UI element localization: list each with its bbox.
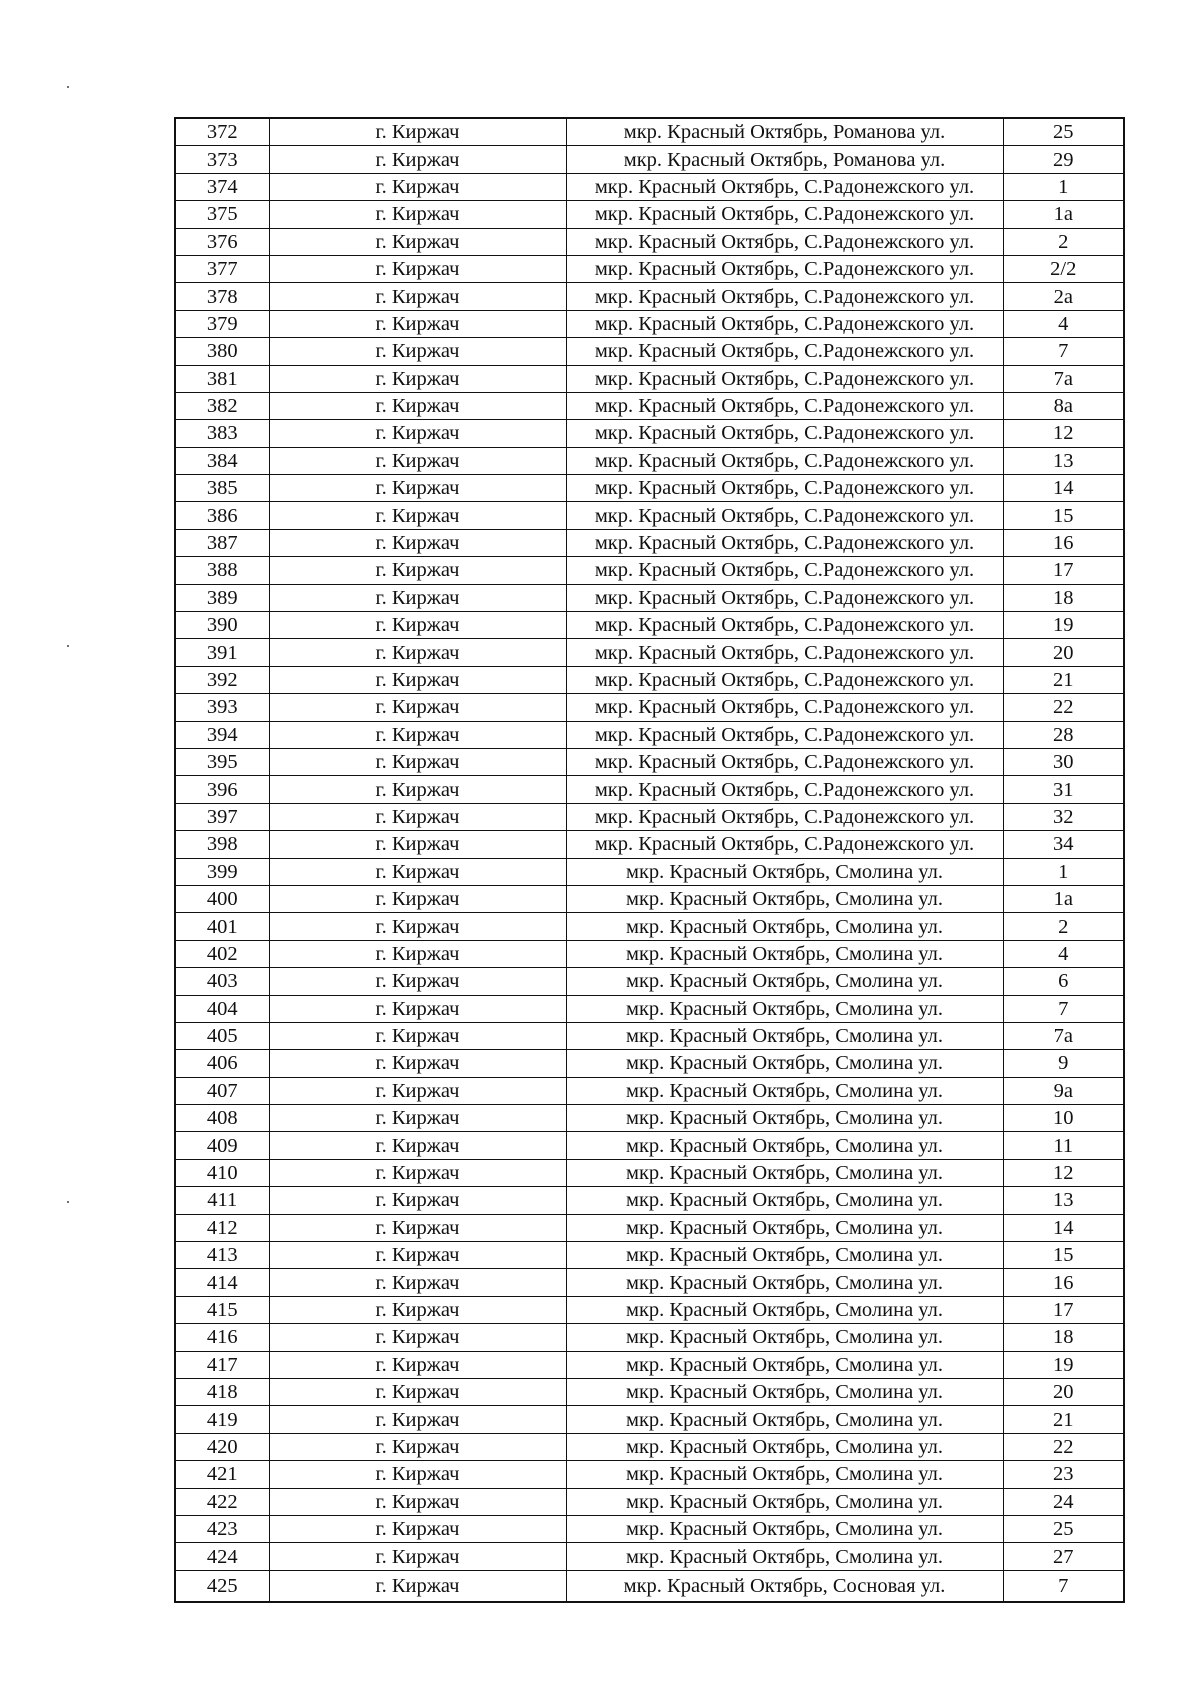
table-row (175, 502, 1124, 529)
house-number-cell: 29 (1003, 146, 1124, 173)
table-row (175, 1324, 1124, 1351)
table-row (175, 885, 1124, 912)
row-number-cell: 381 (175, 365, 269, 392)
city-cell: г. Киржач (269, 1515, 566, 1542)
table-row (175, 255, 1124, 282)
row-number-cell: 377 (175, 255, 269, 282)
house-number-cell: 25 (1003, 118, 1124, 146)
row-number-cell: 387 (175, 529, 269, 556)
address-table (174, 117, 1125, 1603)
table-row (175, 529, 1124, 556)
street-address-cell: мкр. Красный Октябрь, С.Радонежского ул. (566, 694, 1003, 721)
street-address-cell: мкр. Красный Октябрь, Романова ул. (566, 146, 1003, 173)
city-cell: г. Киржач (269, 968, 566, 995)
house-number-cell: 8а (1003, 392, 1124, 419)
table-row (175, 721, 1124, 748)
table-row (175, 803, 1124, 830)
row-number-cell: 383 (175, 420, 269, 447)
house-number-cell: 2/2 (1003, 255, 1124, 282)
street-address-cell: мкр. Красный Октябрь, Смолина ул. (566, 995, 1003, 1022)
row-number-cell: 406 (175, 1050, 269, 1077)
street-address-cell: мкр. Красный Октябрь, Смолина ул. (566, 913, 1003, 940)
city-cell: г. Киржач (269, 475, 566, 502)
table-row (175, 995, 1124, 1022)
row-number-cell: 411 (175, 1187, 269, 1214)
row-number-cell: 376 (175, 228, 269, 255)
scan-speck (67, 645, 69, 647)
city-cell: г. Киржач (269, 1132, 566, 1159)
city-cell: г. Киржач (269, 146, 566, 173)
city-cell: г. Киржач (269, 831, 566, 858)
row-number-cell: 425 (175, 1570, 269, 1602)
house-number-cell: 10 (1003, 1105, 1124, 1132)
street-address-cell: мкр. Красный Октябрь, С.Радонежского ул. (566, 666, 1003, 693)
street-address-cell: мкр. Красный Октябрь, Смолина ул. (566, 1159, 1003, 1186)
city-cell: г. Киржач (269, 1077, 566, 1104)
city-cell: г. Киржач (269, 748, 566, 775)
street-address-cell: мкр. Красный Октябрь, С.Радонежского ул. (566, 502, 1003, 529)
street-address-cell: мкр. Красный Октябрь, Смолина ул. (566, 1378, 1003, 1405)
house-number-cell: 20 (1003, 639, 1124, 666)
street-address-cell: мкр. Красный Октябрь, С.Радонежского ул. (566, 612, 1003, 639)
row-number-cell: 404 (175, 995, 269, 1022)
house-number-cell: 7а (1003, 1022, 1124, 1049)
street-address-cell: мкр. Красный Октябрь, Смолина ул. (566, 1242, 1003, 1269)
table-row (175, 1022, 1124, 1049)
street-address-cell: мкр. Красный Октябрь, Смолина ул. (566, 1324, 1003, 1351)
table-row (175, 1433, 1124, 1460)
house-number-cell: 9а (1003, 1077, 1124, 1104)
row-number-cell: 420 (175, 1433, 269, 1460)
city-cell: г. Киржач (269, 858, 566, 885)
row-number-cell: 373 (175, 146, 269, 173)
row-number-cell: 385 (175, 475, 269, 502)
street-address-cell: мкр. Красный Октябрь, С.Радонежского ул. (566, 201, 1003, 228)
house-number-cell: 4 (1003, 940, 1124, 967)
house-number-cell: 16 (1003, 529, 1124, 556)
scan-speck (67, 1201, 69, 1203)
city-cell: г. Киржач (269, 1461, 566, 1488)
city-cell: г. Киржач (269, 502, 566, 529)
house-number-cell: 1а (1003, 201, 1124, 228)
house-number-cell: 25 (1003, 1515, 1124, 1542)
city-cell: г. Киржач (269, 1214, 566, 1241)
table-row (175, 365, 1124, 392)
address-table-body (175, 118, 1124, 1602)
row-number-cell: 421 (175, 1461, 269, 1488)
street-address-cell: мкр. Красный Октябрь, С.Радонежского ул. (566, 365, 1003, 392)
city-cell: г. Киржач (269, 392, 566, 419)
city-cell: г. Киржач (269, 776, 566, 803)
street-address-cell: мкр. Красный Октябрь, С.Радонежского ул. (566, 529, 1003, 556)
street-address-cell: мкр. Красный Октябрь, С.Радонежского ул. (566, 447, 1003, 474)
house-number-cell: 18 (1003, 584, 1124, 611)
table-row (175, 1570, 1124, 1602)
table-row (175, 1132, 1124, 1159)
city-cell: г. Киржач (269, 1488, 566, 1515)
house-number-cell: 20 (1003, 1378, 1124, 1405)
table-row (175, 1050, 1124, 1077)
city-cell: г. Киржач (269, 1351, 566, 1378)
table-row (175, 666, 1124, 693)
table-row (175, 748, 1124, 775)
street-address-cell: мкр. Красный Октябрь, Смолина ул. (566, 1187, 1003, 1214)
city-cell: г. Киржач (269, 255, 566, 282)
row-number-cell: 400 (175, 885, 269, 912)
street-address-cell: мкр. Красный Октябрь, С.Радонежского ул. (566, 392, 1003, 419)
house-number-cell: 13 (1003, 1187, 1124, 1214)
table-row (175, 612, 1124, 639)
city-cell: г. Киржач (269, 913, 566, 940)
row-number-cell: 394 (175, 721, 269, 748)
table-row (175, 1296, 1124, 1323)
city-cell: г. Киржач (269, 529, 566, 556)
table-row (175, 338, 1124, 365)
city-cell: г. Киржач (269, 228, 566, 255)
house-number-cell: 23 (1003, 1461, 1124, 1488)
table-row (175, 1077, 1124, 1104)
house-number-cell: 12 (1003, 420, 1124, 447)
row-number-cell: 403 (175, 968, 269, 995)
row-number-cell: 410 (175, 1159, 269, 1186)
row-number-cell: 408 (175, 1105, 269, 1132)
house-number-cell: 30 (1003, 748, 1124, 775)
city-cell: г. Киржач (269, 1570, 566, 1602)
street-address-cell: мкр. Красный Октябрь, С.Радонежского ул. (566, 173, 1003, 200)
row-number-cell: 423 (175, 1515, 269, 1542)
house-number-cell: 4 (1003, 310, 1124, 337)
street-address-cell: мкр. Красный Октябрь, С.Радонежского ул. (566, 475, 1003, 502)
street-address-cell: мкр. Красный Октябрь, С.Радонежского ул. (566, 831, 1003, 858)
row-number-cell: 415 (175, 1296, 269, 1323)
table-row (175, 557, 1124, 584)
row-number-cell: 402 (175, 940, 269, 967)
house-number-cell: 1а (1003, 885, 1124, 912)
street-address-cell: мкр. Красный Октябрь, Смолина ул. (566, 1132, 1003, 1159)
table-row (175, 1214, 1124, 1241)
city-cell: г. Киржач (269, 1105, 566, 1132)
row-number-cell: 422 (175, 1488, 269, 1515)
row-number-cell: 374 (175, 173, 269, 200)
table-row (175, 118, 1124, 146)
city-cell: г. Киржач (269, 1433, 566, 1460)
house-number-cell: 2 (1003, 913, 1124, 940)
house-number-cell: 22 (1003, 694, 1124, 721)
house-number-cell: 19 (1003, 612, 1124, 639)
city-cell: г. Киржач (269, 1022, 566, 1049)
house-number-cell: 16 (1003, 1269, 1124, 1296)
house-number-cell: 17 (1003, 1296, 1124, 1323)
house-number-cell: 18 (1003, 1324, 1124, 1351)
table-row (175, 1515, 1124, 1542)
house-number-cell: 21 (1003, 666, 1124, 693)
table-row (175, 173, 1124, 200)
row-number-cell: 397 (175, 803, 269, 830)
row-number-cell: 398 (175, 831, 269, 858)
city-cell: г. Киржач (269, 1296, 566, 1323)
city-cell: г. Киржач (269, 447, 566, 474)
street-address-cell: мкр. Красный Октябрь, С.Радонежского ул. (566, 803, 1003, 830)
street-address-cell: мкр. Красный Октябрь, С.Радонежского ул. (566, 420, 1003, 447)
street-address-cell: мкр. Красный Октябрь, Смолина ул. (566, 1050, 1003, 1077)
house-number-cell: 14 (1003, 475, 1124, 502)
table-row (175, 310, 1124, 337)
street-address-cell: мкр. Красный Октябрь, С.Радонежского ул. (566, 776, 1003, 803)
row-number-cell: 407 (175, 1077, 269, 1104)
city-cell: г. Киржач (269, 1187, 566, 1214)
house-number-cell: 27 (1003, 1543, 1124, 1570)
city-cell: г. Киржач (269, 1242, 566, 1269)
house-number-cell: 19 (1003, 1351, 1124, 1378)
table-row (175, 283, 1124, 310)
street-address-cell: мкр. Красный Октябрь, С.Радонежского ул. (566, 310, 1003, 337)
street-address-cell: мкр. Красный Октябрь, С.Радонежского ул. (566, 255, 1003, 282)
row-number-cell: 379 (175, 310, 269, 337)
city-cell: г. Киржач (269, 1378, 566, 1405)
table-row (175, 1543, 1124, 1570)
row-number-cell: 388 (175, 557, 269, 584)
row-number-cell: 378 (175, 283, 269, 310)
street-address-cell: мкр. Красный Октябрь, С.Радонежского ул. (566, 338, 1003, 365)
house-number-cell: 7 (1003, 995, 1124, 1022)
table-row (175, 392, 1124, 419)
street-address-cell: мкр. Красный Октябрь, Смолина ул. (566, 1461, 1003, 1488)
house-number-cell: 24 (1003, 1488, 1124, 1515)
table-row (175, 1105, 1124, 1132)
city-cell: г. Киржач (269, 639, 566, 666)
row-number-cell: 413 (175, 1242, 269, 1269)
table-row (175, 858, 1124, 885)
house-number-cell: 7а (1003, 365, 1124, 392)
city-cell: г. Киржач (269, 365, 566, 392)
house-number-cell: 21 (1003, 1406, 1124, 1433)
street-address-cell: мкр. Красный Октябрь, Смолина ул. (566, 1214, 1003, 1241)
table-row (175, 1159, 1124, 1186)
table-row (175, 1242, 1124, 1269)
street-address-cell: мкр. Красный Октябрь, С.Радонежского ул. (566, 748, 1003, 775)
city-cell: г. Киржач (269, 557, 566, 584)
city-cell: г. Киржач (269, 940, 566, 967)
house-number-cell: 34 (1003, 831, 1124, 858)
street-address-cell: мкр. Красный Октябрь, Романова ул. (566, 118, 1003, 146)
city-cell: г. Киржач (269, 612, 566, 639)
row-number-cell: 417 (175, 1351, 269, 1378)
table-row (175, 584, 1124, 611)
table-row (175, 201, 1124, 228)
row-number-cell: 384 (175, 447, 269, 474)
house-number-cell: 14 (1003, 1214, 1124, 1241)
row-number-cell: 375 (175, 201, 269, 228)
city-cell: г. Киржач (269, 1543, 566, 1570)
house-number-cell: 1 (1003, 173, 1124, 200)
row-number-cell: 393 (175, 694, 269, 721)
row-number-cell: 424 (175, 1543, 269, 1570)
street-address-cell: мкр. Красный Октябрь, Смолина ул. (566, 1488, 1003, 1515)
city-cell: г. Киржач (269, 885, 566, 912)
city-cell: г. Киржач (269, 1050, 566, 1077)
street-address-cell: мкр. Красный Октябрь, Смолина ул. (566, 968, 1003, 995)
row-number-cell: 414 (175, 1269, 269, 1296)
city-cell: г. Киржач (269, 118, 566, 146)
table-row (175, 420, 1124, 447)
house-number-cell: 13 (1003, 447, 1124, 474)
table-row (175, 1187, 1124, 1214)
table-row (175, 913, 1124, 940)
city-cell: г. Киржач (269, 694, 566, 721)
table-row (175, 228, 1124, 255)
house-number-cell: 17 (1003, 557, 1124, 584)
house-number-cell: 15 (1003, 1242, 1124, 1269)
city-cell: г. Киржач (269, 1324, 566, 1351)
street-address-cell: мкр. Красный Октябрь, Смолина ул. (566, 1022, 1003, 1049)
table-row (175, 1269, 1124, 1296)
table-row (175, 1378, 1124, 1405)
street-address-cell: мкр. Красный Октябрь, Смолина ул. (566, 1543, 1003, 1570)
row-number-cell: 399 (175, 858, 269, 885)
row-number-cell: 409 (175, 1132, 269, 1159)
city-cell: г. Киржач (269, 584, 566, 611)
street-address-cell: мкр. Красный Октябрь, Смолина ул. (566, 1351, 1003, 1378)
city-cell: г. Киржач (269, 1406, 566, 1433)
table-row (175, 1406, 1124, 1433)
row-number-cell: 418 (175, 1378, 269, 1405)
table-row (175, 146, 1124, 173)
street-address-cell: мкр. Красный Октябрь, Смолина ул. (566, 1077, 1003, 1104)
house-number-cell: 1 (1003, 858, 1124, 885)
house-number-cell: 11 (1003, 1132, 1124, 1159)
city-cell: г. Киржач (269, 173, 566, 200)
street-address-cell: мкр. Красный Октябрь, С.Радонежского ул. (566, 639, 1003, 666)
scan-speck (67, 86, 69, 88)
house-number-cell: 2а (1003, 283, 1124, 310)
house-number-cell: 7 (1003, 338, 1124, 365)
street-address-cell: мкр. Красный Октябрь, С.Радонежского ул. (566, 228, 1003, 255)
city-cell: г. Киржач (269, 995, 566, 1022)
row-number-cell: 401 (175, 913, 269, 940)
row-number-cell: 372 (175, 118, 269, 146)
house-number-cell: 32 (1003, 803, 1124, 830)
row-number-cell: 405 (175, 1022, 269, 1049)
table-row (175, 776, 1124, 803)
row-number-cell: 396 (175, 776, 269, 803)
house-number-cell: 2 (1003, 228, 1124, 255)
street-address-cell: мкр. Красный Октябрь, Смолина ул. (566, 1269, 1003, 1296)
city-cell: г. Киржач (269, 1269, 566, 1296)
city-cell: г. Киржач (269, 201, 566, 228)
table-row (175, 831, 1124, 858)
house-number-cell: 9 (1003, 1050, 1124, 1077)
row-number-cell: 395 (175, 748, 269, 775)
row-number-cell: 412 (175, 1214, 269, 1241)
street-address-cell: мкр. Красный Октябрь, Смолина ул. (566, 940, 1003, 967)
table-row (175, 1351, 1124, 1378)
city-cell: г. Киржач (269, 310, 566, 337)
row-number-cell: 391 (175, 639, 269, 666)
table-row (175, 1461, 1124, 1488)
city-cell: г. Киржач (269, 1159, 566, 1186)
street-address-cell: мкр. Красный Октябрь, Смолина ул. (566, 1433, 1003, 1460)
city-cell: г. Киржач (269, 803, 566, 830)
street-address-cell: мкр. Красный Октябрь, Сосновая ул. (566, 1570, 1003, 1602)
house-number-cell: 12 (1003, 1159, 1124, 1186)
table-row (175, 1488, 1124, 1515)
table-row (175, 475, 1124, 502)
street-address-cell: мкр. Красный Октябрь, Смолина ул. (566, 885, 1003, 912)
table-row (175, 968, 1124, 995)
house-number-cell: 28 (1003, 721, 1124, 748)
row-number-cell: 386 (175, 502, 269, 529)
row-number-cell: 390 (175, 612, 269, 639)
street-address-cell: мкр. Красный Октябрь, С.Радонежского ул. (566, 283, 1003, 310)
row-number-cell: 392 (175, 666, 269, 693)
row-number-cell: 382 (175, 392, 269, 419)
city-cell: г. Киржач (269, 338, 566, 365)
street-address-cell: мкр. Красный Октябрь, С.Радонежского ул. (566, 557, 1003, 584)
street-address-cell: мкр. Красный Октябрь, Смолина ул. (566, 858, 1003, 885)
street-address-cell: мкр. Красный Октябрь, С.Радонежского ул. (566, 584, 1003, 611)
street-address-cell: мкр. Красный Октябрь, С.Радонежского ул. (566, 721, 1003, 748)
house-number-cell: 15 (1003, 502, 1124, 529)
row-number-cell: 419 (175, 1406, 269, 1433)
table-row (175, 447, 1124, 474)
table-row (175, 940, 1124, 967)
city-cell: г. Киржач (269, 721, 566, 748)
row-number-cell: 380 (175, 338, 269, 365)
house-number-cell: 22 (1003, 1433, 1124, 1460)
street-address-cell: мкр. Красный Октябрь, Смолина ул. (566, 1296, 1003, 1323)
row-number-cell: 416 (175, 1324, 269, 1351)
city-cell: г. Киржач (269, 666, 566, 693)
street-address-cell: мкр. Красный Октябрь, Смолина ул. (566, 1406, 1003, 1433)
table-row (175, 639, 1124, 666)
house-number-cell: 7 (1003, 1570, 1124, 1602)
city-cell: г. Киржач (269, 283, 566, 310)
house-number-cell: 31 (1003, 776, 1124, 803)
street-address-cell: мкр. Красный Октябрь, Смолина ул. (566, 1105, 1003, 1132)
table-row (175, 694, 1124, 721)
street-address-cell: мкр. Красный Октябрь, Смолина ул. (566, 1515, 1003, 1542)
city-cell: г. Киржач (269, 420, 566, 447)
row-number-cell: 389 (175, 584, 269, 611)
house-number-cell: 6 (1003, 968, 1124, 995)
